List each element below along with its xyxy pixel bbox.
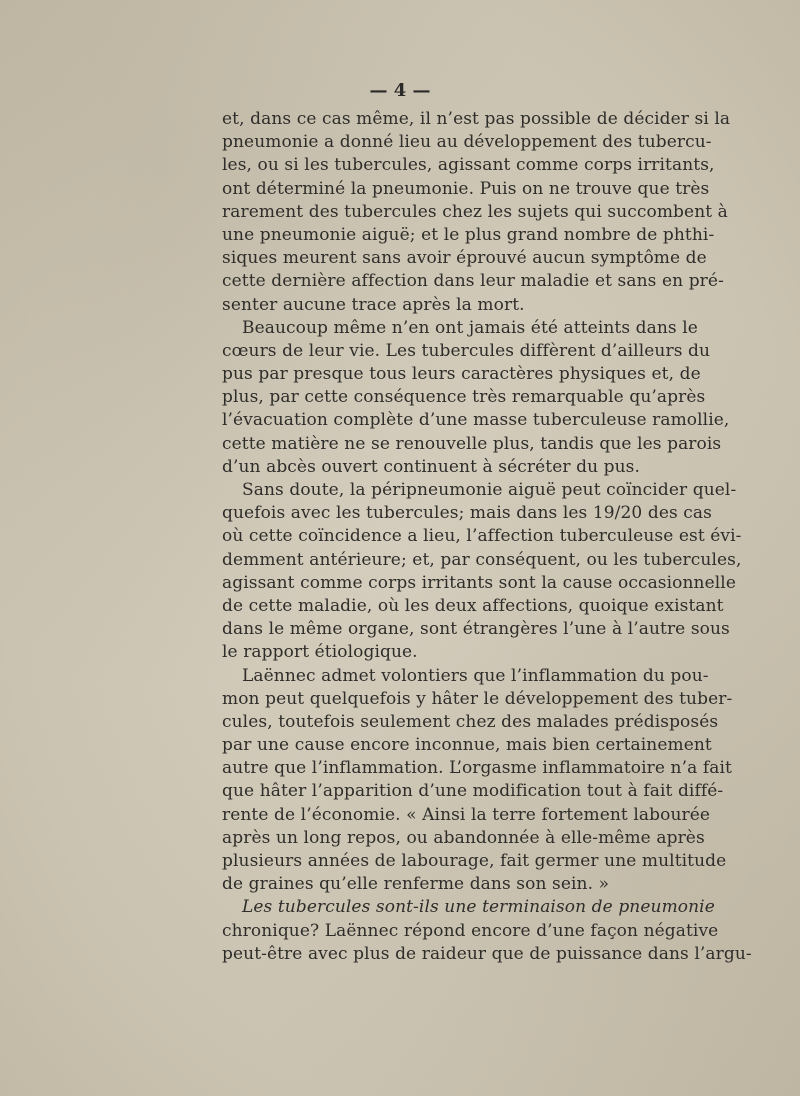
text-line: que hâter l’apparition d’une modification tout à fait diffé- (222, 781, 724, 802)
text-line: Beaucoup même n’en ont jamais été atteints dans le (242, 317, 698, 338)
text-line: cette matière ne se renouvelle plus, tandis que les parois (222, 433, 722, 454)
text-line: par une cause encore inconnue, mais bien certainement (222, 735, 712, 756)
text-line: rarement des tubercules chez les sujets qui succombent à (222, 201, 728, 222)
text-line: Laënnec admet volontiers que l’inflammation du pou- (242, 665, 709, 686)
text-line: pneumonie a donné lieu au développement des tubercu- (222, 132, 712, 153)
text-line: dans le même organe, sont étrangères l’une à l’autre sous (222, 619, 730, 640)
text-line: après un long repos, ou abandonnée à elle-même après (222, 827, 705, 848)
text-line: où cette coïncidence a lieu, l’affection tuberculeuse est évi- (222, 526, 742, 547)
text-line: cette dernière affection dans leur maladie et sans en pré- (222, 271, 724, 292)
text-line: Les tubercules sont-ils une terminaison de pneumonie (242, 897, 715, 918)
text-line: peut-être avec plus de raideur que de puissance dans l’argu- (222, 943, 752, 964)
text-line: les, ou si les tubercules, agissant comme corps irritants, (222, 155, 715, 176)
text-line: autre que l’inflammation. L’orgasme inflammatoire n’a fait (222, 758, 732, 779)
text-line: de cette maladie, où les deux affections, quoique existant (222, 595, 724, 616)
text-line: senter aucune trace après la mort. (222, 294, 525, 315)
text-line: d’un abcès ouvert continuent à sécréter du pus. (222, 456, 640, 477)
text-line: plus, par cette conséquence très remarquable qu’après (222, 387, 706, 408)
text-line: quefois avec les tubercules; mais dans les 19/20 des cas (222, 503, 712, 524)
text-line: l’évacuation complète d’une masse tuberculeuse ramollie, (222, 410, 730, 431)
text-line: agissant comme corps irritants sont la cause occasionnelle (222, 572, 736, 593)
text-line: de graines qu’elle renferme dans son sein. » (222, 874, 610, 895)
text-line: pus par presque tous leurs caractères physiques et, de (222, 364, 701, 385)
text-line: chronique? Laënnec répond encore d’une façon négative (222, 920, 719, 941)
text-line: cules, toutefois seulement chez des malades prédisposés (222, 711, 719, 732)
text-line: Sans doute, la péripneumonie aiguë peut coïncider quel- (242, 480, 737, 500)
text-line: et, dans ce cas même, il n’est pas possible de décider si la (222, 109, 731, 129)
text-line: siques meurent sans avoir éprouvé aucun symptôme de (222, 248, 707, 269)
text-line: rente de l’économie. « Ainsi la terre fortement labourée (222, 804, 711, 825)
text-line: ont déterminé la pneumonie. Puis on ne trouve que très (222, 178, 710, 199)
text-line: demment antérieure; et, par conséquent, ou les tubercules, (222, 549, 742, 570)
page-number: — 4 — (369, 80, 431, 101)
text-line: le rapport étiologique. (222, 642, 418, 663)
body-text (222, 108, 752, 966)
text-line: mon peut quelquefois y hâter le développement des tuber- (222, 688, 733, 709)
text-line: plusieurs années de labourage, fait germer une multitude (222, 851, 727, 871)
text-line: une pneumonie aiguë; et le plus grand nombre de phthi- (222, 224, 715, 245)
text-line: cœurs de leur vie. Les tubercules diffèrent d’ailleurs du (222, 340, 711, 361)
